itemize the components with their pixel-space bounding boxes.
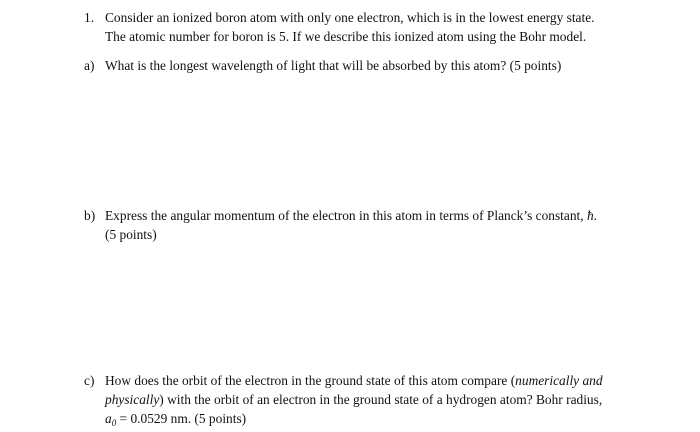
bohr-radius-subscript: 0 (111, 418, 117, 428)
question-1-line-2: The atomic number for boron is 5. If we describe this ionized atom using the Bohr model. (105, 29, 587, 44)
question-1-text (105, 8, 665, 46)
part-c-line-2-text: ) with the orbit of an electron in the ground state of a hydrogen atom? Bohr radius, (159, 392, 603, 407)
part-c-line-1 (105, 371, 665, 390)
part-b-label: b) (84, 208, 96, 223)
part-c-label: c) (84, 373, 95, 388)
part-a-label: a) (84, 58, 95, 73)
part-c-line-2-italic: physically (105, 392, 160, 407)
part-b-line-1 (105, 206, 665, 225)
part-c-line-3-text: = 0.0529 nm. (5 points) (116, 411, 247, 426)
question-1-number: 1. (84, 10, 95, 25)
part-c-line-3 (105, 409, 665, 430)
part-c-line-1-text: How does the orbit of the electron in the ground state of this atom compare ( (105, 373, 516, 388)
part-a-text (105, 56, 665, 75)
part-b-line-1-text: Express the angular momentum of the electron in this atom in terms of Planck’s constant, (105, 208, 587, 223)
part-b-text (105, 206, 665, 244)
part-b-line-1-end: . (593, 208, 598, 223)
bohr-radius-symbol: a (105, 411, 112, 426)
part-c-text (105, 371, 665, 430)
part-a-line-1: What is the longest wavelength of light that will be absorbed by this atom? (5 points) (105, 58, 562, 73)
part-c-line-1-italic: numerically and (515, 373, 603, 388)
planck-constant-symbol: ħ (586, 208, 594, 223)
part-b-line-2: (5 points) (105, 227, 157, 242)
question-1-line-1: Consider an ionized boron atom with only one electron, which is in the lowest energy state. (105, 10, 595, 25)
part-c-line-2 (105, 390, 665, 409)
